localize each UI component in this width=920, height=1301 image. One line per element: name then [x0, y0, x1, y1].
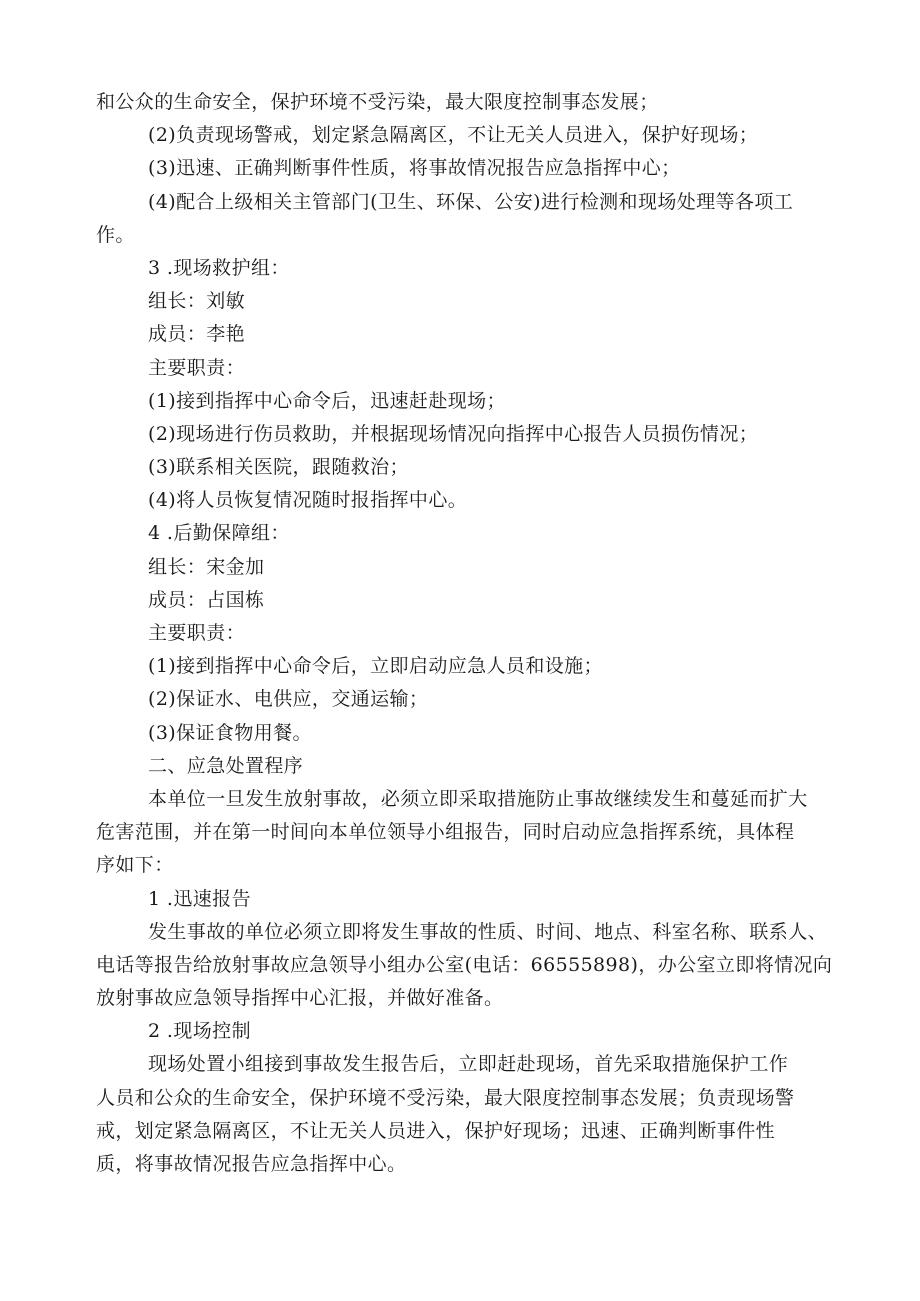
text-line: 发生事故的单位必须立即将发生事故的性质、时间、地点、科室名称、联系人、: [148, 920, 828, 943]
text-line: (1)接到指挥中心命令后，立即启动应急人员和设施；: [148, 655, 603, 678]
text-line: 危害范围，并在第一时间向本单位领导小组报告，同时启动应急指挥系统，具体程: [96, 821, 795, 844]
text-line: 成员：李艳: [148, 323, 246, 346]
text-line: 作。: [96, 223, 135, 246]
text-line: (2)现场进行伤员救助，并根据现场情况向指挥中心报告人员损伤情况；: [148, 422, 759, 445]
text-line: (2)保证水、电供应，交通运输；: [148, 688, 429, 711]
text-line: 主要职责：: [148, 622, 246, 644]
section-heading: 3 .现场救护组：: [148, 256, 290, 279]
text-line: 戒，划定紧急隔离区，不让无关人员进入，保护好现场；迅速、正确判断事件性: [96, 1119, 776, 1142]
text-line: 人员和公众的生命安全，保护环境不受污染，最大限度控制事态发展；负责现场警: [96, 1086, 795, 1109]
text-line: 放射事故应急领导指挥中心汇报，并做好准备。: [96, 987, 504, 1010]
text-line: (2)负责现场警戒，划定紧急隔离区，不让无关人员进入，保护好现场；: [148, 124, 759, 147]
text-line: 质，将事故情况报告应急指挥中心。: [96, 1153, 407, 1175]
text-line: 序如下：: [96, 854, 174, 877]
text-line: (4)将人员恢复情况随时报指挥中心。: [148, 489, 468, 512]
text-line: (1)接到指挥中心命令后，迅速赶赴现场；: [148, 389, 506, 412]
text-line: 电话等报告给放射事故应急领导小组办公室(电话：66555898)，办公室立即将情况向: [96, 953, 833, 976]
text-line: 成员：占国栋: [148, 588, 265, 611]
text-line: 本单位一旦发生放射事故，必须立即采取措施防止事故继续发生和蔓延而扩大: [148, 787, 808, 810]
document-page: [96, 86, 833, 1181]
text-line: 组长：刘敏: [148, 290, 246, 313]
section-heading: 2 .现场控制: [148, 1020, 251, 1043]
text-line: (3)迅速、正确判断事件性质，将事故情况报告应急指挥中心；: [148, 157, 681, 180]
text-line: (3)保证食物用餐。: [148, 721, 312, 744]
text-line: 主要职责：: [148, 356, 246, 379]
section-heading: 二、应急处置程序: [148, 754, 304, 777]
text-line: (3)联系相关医院，跟随救治；: [148, 456, 409, 479]
section-heading: 4 .后勤保障组：: [148, 522, 290, 545]
text-line: 和公众的生命安全，保护环境不受污染，最大限度控制事态发展；: [96, 91, 659, 113]
text-line: 现场处置小组接到事故发生报告后，立即赶赴现场，首先采取措施保护工作: [148, 1053, 789, 1076]
text-line: (4)配合上级相关主管部门(卫生、环保、公安)进行检测和现场处理等各项工: [148, 190, 794, 213]
text-line: 组长：宋金加: [148, 555, 265, 578]
section-heading: 1 .迅速报告: [148, 887, 251, 910]
